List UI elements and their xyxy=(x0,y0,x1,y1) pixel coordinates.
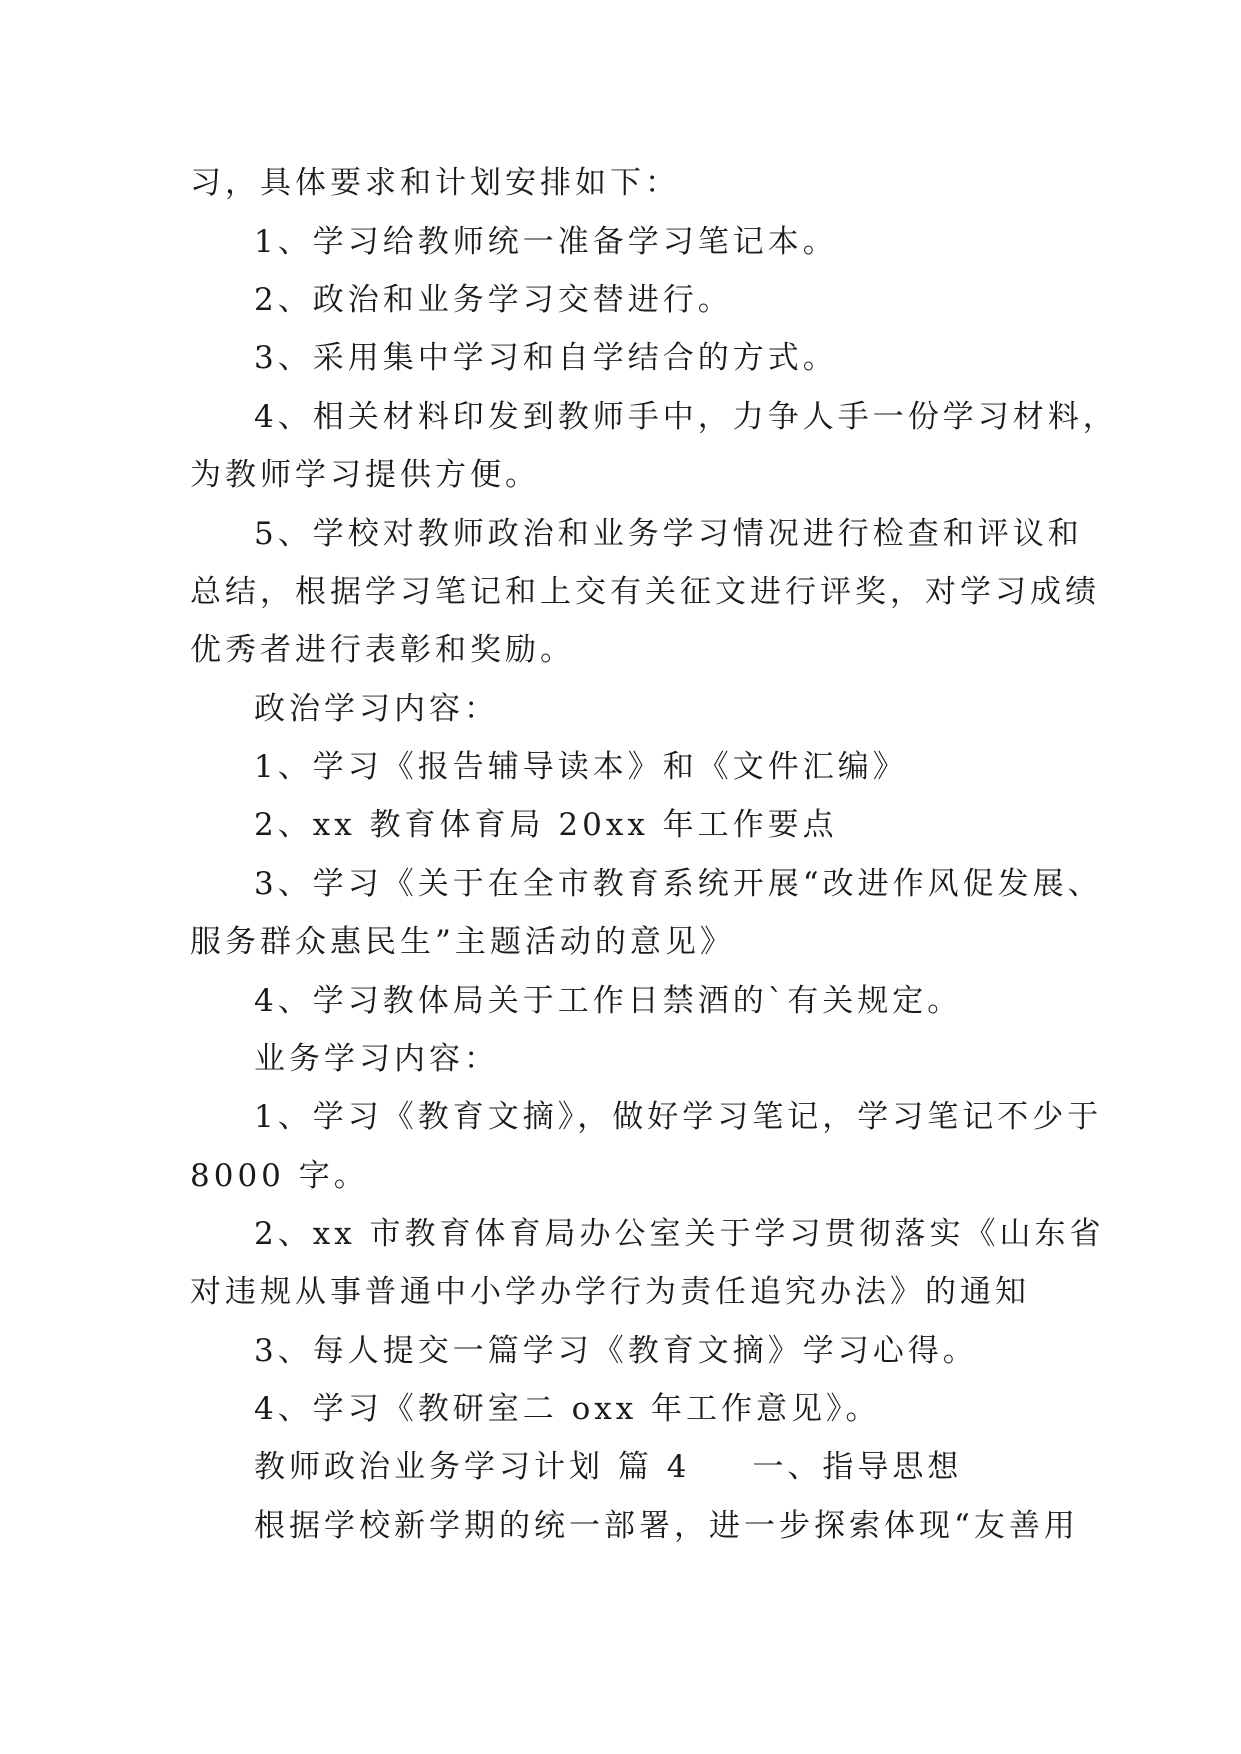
list-item: 2、政治和业务学习交替进行。 xyxy=(254,282,733,318)
list-item: 3、采用集中学习和自学结合的方式。 xyxy=(254,340,838,376)
list-item: 1、学习《教育文摘》，做好学习笔记，学习笔记不少于 xyxy=(254,1099,1103,1135)
list-item: 4、学习教体局关于工作日禁酒的`有关规定。 xyxy=(254,983,963,1019)
paragraph-line: 根据学校新学期的统一部署，进一步探索体现“友善用 xyxy=(254,1508,1079,1544)
heading-title: 教师政治业务学习计划 篇 4 xyxy=(254,1449,691,1485)
list-item: 3、学习《关于在全市教育系统开展“改进作风促发展、 xyxy=(254,866,1103,902)
paragraph-line: 习，具体要求和计划安排如下： xyxy=(190,165,680,201)
section-heading: 业务学习内容： xyxy=(254,1041,499,1077)
heading-subtitle: 一、指导思想 xyxy=(752,1449,963,1485)
paragraph-line: 对违规从事普通中小学办学行为责任追究办法》的通知 xyxy=(190,1274,1030,1310)
list-item: 1、学习《报告辅导读本》和《文件汇编》 xyxy=(254,749,908,785)
list-item: 3、每人提交一篇学习《教育文摘》学习心得。 xyxy=(254,1333,978,1369)
document-heading xyxy=(254,1447,962,1487)
list-item: 4、相关材料印发到教师手中，力争人手一份学习材料， xyxy=(254,399,1118,435)
paragraph-line: 总结，根据学习笔记和上交有关征文进行评奖，对学习成绩 xyxy=(190,574,1100,610)
paragraph-line: 服务群众惠民生”主题活动的意见》 xyxy=(190,924,735,960)
paragraph-line: 优秀者进行表彰和奖励。 xyxy=(190,632,575,668)
list-item: 5、学校对教师政治和业务学习情况进行检查和评议和 xyxy=(254,516,1083,552)
list-item: 2、xx 教育体育局 20xx 年工作要点 xyxy=(254,807,838,843)
list-item: 2、xx 市教育体育局办公室关于学习贯彻落实《山东省 xyxy=(254,1216,1105,1252)
paragraph-line: 为教师学习提供方便。 xyxy=(190,457,540,493)
list-item: 4、学习《教研室二 oxx 年工作意见》。 xyxy=(254,1391,881,1427)
list-item: 1、学习给教师统一准备学习笔记本。 xyxy=(254,224,838,260)
section-heading: 政治学习内容： xyxy=(254,691,499,727)
paragraph-line: 8000 字。 xyxy=(190,1158,369,1194)
